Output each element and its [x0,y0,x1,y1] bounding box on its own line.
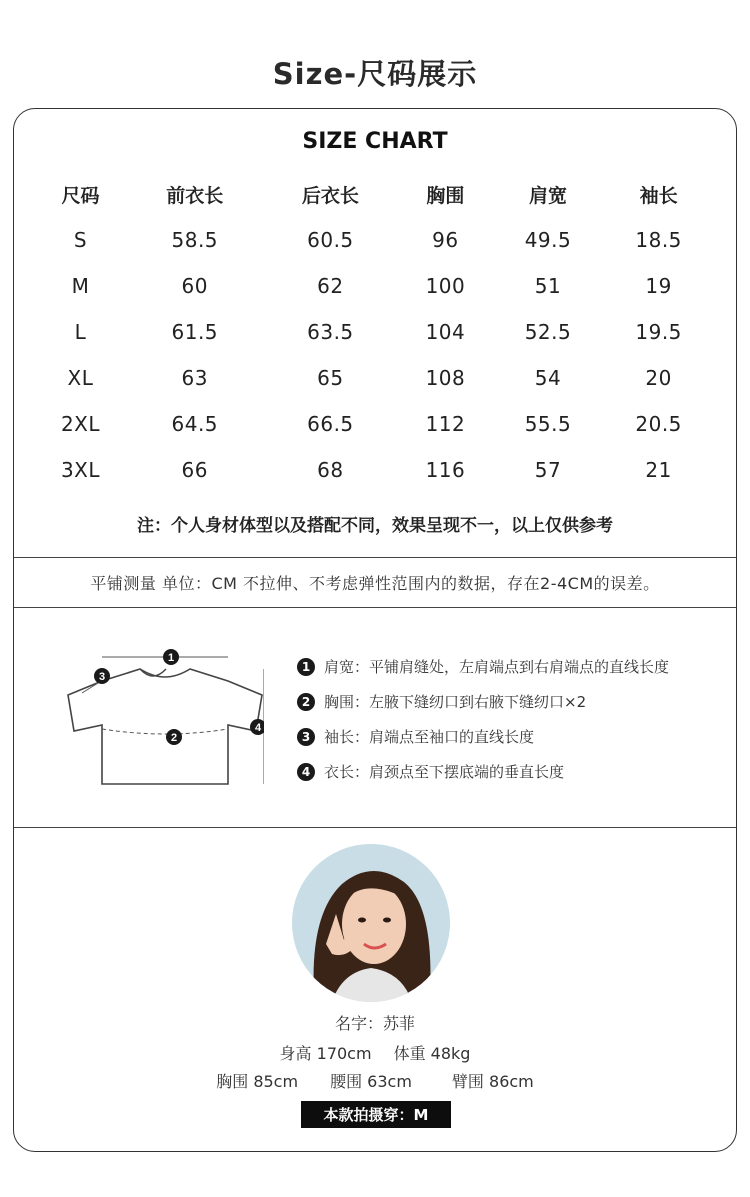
size-card [13,108,737,1152]
marker-2-label: 2 [170,732,178,744]
marker-3-label: 3 [98,671,106,683]
table-cell: 108 [425,366,466,390]
marker-1-label: 1 [167,652,175,664]
chest-measure-line [102,729,228,734]
model-wearing-badge: 本款拍摄穿：M [301,1101,451,1128]
table-cell: 66.5 [307,412,354,436]
table-row [34,263,714,309]
legend-item [297,684,727,719]
table-cell: XL [67,366,94,390]
measurement-note: 平铺测量 单位：CM 不拉伸、不考虑弹性范围内的数据，存在2-4CM的误差。 [90,574,660,593]
table-cell: 65 [317,366,344,390]
model-height: 身高 170cm [279,1044,372,1063]
measurement-legend [297,649,727,789]
table-cell: 60.5 [307,228,354,252]
table-header-row [34,171,714,217]
divider [14,557,736,558]
header-sleeve: 袖长 [639,184,678,207]
table-cell: 60 [181,274,208,298]
table-cell: 49.5 [524,228,572,252]
table-cell: 116 [425,458,466,482]
legend-text: 衣长：肩颈点至下摆底端的垂直长度 [324,763,565,781]
table-cell: 19 [645,274,672,298]
table-row [34,217,714,263]
model-waist: 腰围 63cm [330,1072,412,1091]
model-height-weight [14,1041,736,1064]
table-cell: 58.5 [171,228,219,252]
table-cell: L [74,320,87,344]
model-measurements [14,1069,736,1092]
disclaimer-note: 注：个人身材体型以及搭配不同，效果呈现不一，以上仅供参考 [137,516,613,536]
legend-number-icon: 3 [297,728,315,746]
table-cell: 100 [425,274,466,298]
legend-number-icon: 1 [297,658,315,676]
table-cell: 18.5 [635,228,682,252]
legend-text: 袖长：肩端点至袖口的直线长度 [324,728,535,746]
table-cell: 19.5 [635,320,682,344]
table-cell: 57 [534,458,562,482]
table-cell: 63.5 [307,320,354,344]
marker-2-icon [166,729,182,745]
marker-4-icon [250,719,264,735]
model-portrait-icon [292,844,450,1002]
tshirt-outline-icon [68,669,262,784]
header-size: 尺码 [61,184,100,207]
table-cell: 62 [317,274,344,298]
size-table [34,171,714,493]
header-back-length: 后衣长 [301,184,359,207]
table-cell: 55.5 [524,412,572,436]
table-cell: 20.5 [635,412,682,436]
model-weight: 体重 48kg [393,1044,471,1063]
table-cell: 20 [645,366,672,390]
table-cell: M [71,274,90,298]
table-cell: 66 [181,458,208,482]
table-row [34,447,714,493]
header-bust: 胸围 [426,184,465,207]
tshirt-measurement-diagram [64,639,264,789]
legend-number-icon: 2 [297,693,315,711]
legend-text: 肩宽：平铺肩缝处，左肩端点到右肩端点的直线长度 [324,658,670,676]
legend-text: 胸围：左腋下缝纫口到右腋下缝纫口×2 [324,693,587,711]
model-arm: 臂围 86cm [451,1072,534,1091]
legend-item [297,754,727,789]
page-title: Size-尺码展示 [272,57,478,91]
table-cell: 54 [534,366,562,390]
table-row [34,401,714,447]
table-cell: 104 [425,320,466,344]
table-cell: 21 [645,458,672,482]
table-row [34,309,714,355]
divider [14,827,736,828]
model-bust: 胸围 85cm [216,1072,299,1091]
marker-4-label: 4 [254,722,262,734]
table-cell: 3XL [60,458,101,482]
marker-1-icon [163,649,179,665]
model-name: 名字：苏菲 [334,1014,415,1033]
table-cell: 96 [432,228,459,252]
table-cell: 51 [534,274,562,298]
divider [14,607,736,608]
legend-item [297,649,727,684]
table-cell: 68 [317,458,344,482]
table-cell: 52.5 [524,320,572,344]
table-cell: 112 [425,412,466,436]
legend-number-icon: 4 [297,763,315,781]
header-front-length: 前衣长 [166,184,224,207]
table-cell: S [73,228,88,252]
marker-3-icon [94,668,110,684]
table-row [34,355,714,401]
legend-item [297,719,727,754]
header-shoulder: 肩宽 [528,184,567,207]
size-chart-title: SIZE CHART [302,129,448,154]
table-cell: 63 [181,366,208,390]
model-avatar [292,844,450,1002]
table-cell: 2XL [60,412,101,436]
table-cell: 61.5 [171,320,219,344]
table-cell: 64.5 [171,412,219,436]
